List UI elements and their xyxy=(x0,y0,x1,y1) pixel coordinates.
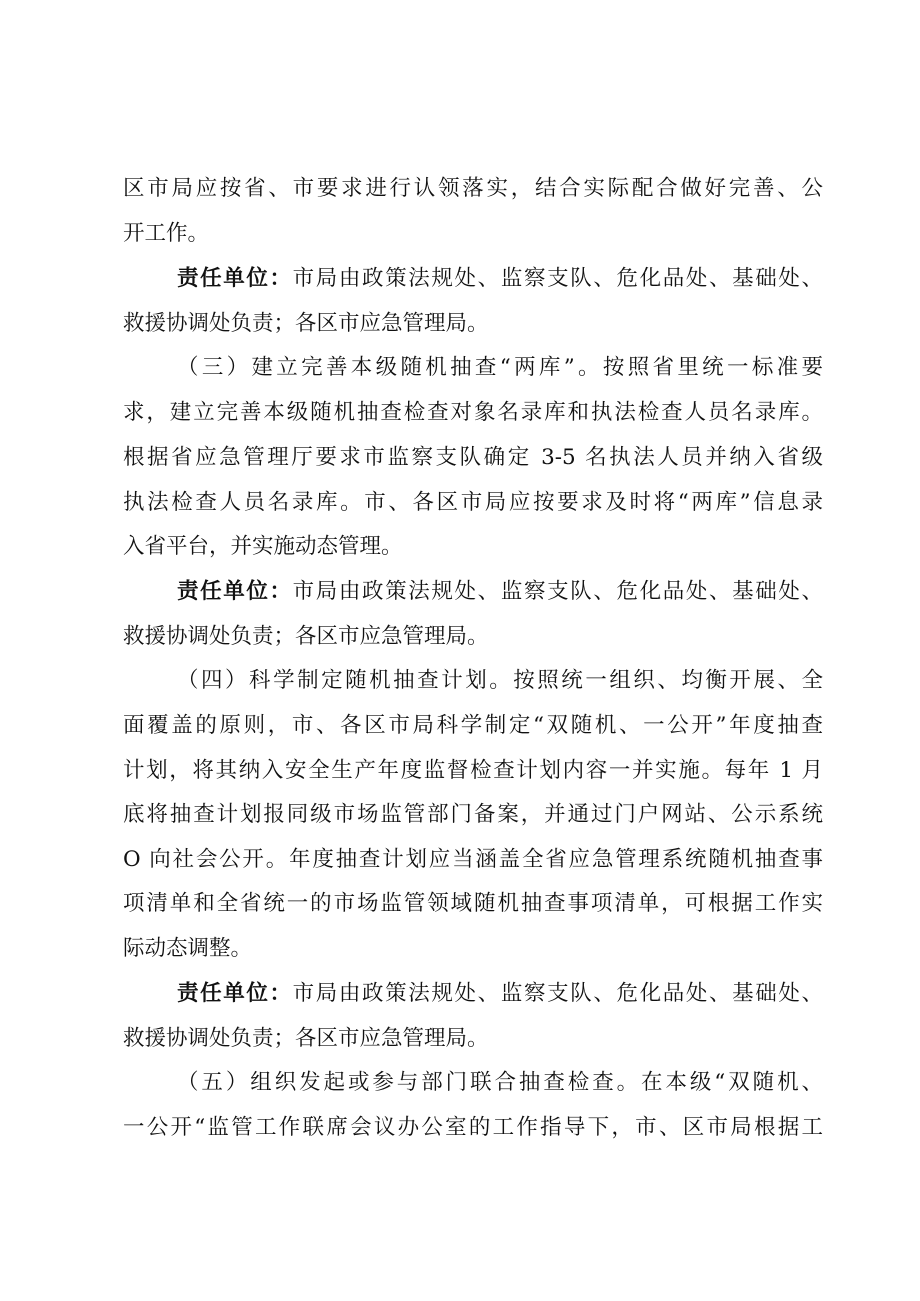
body-text-line: 求，建立完善本级随机抽查检查对象名录库和执法检查人员名录库。 xyxy=(123,400,823,425)
body-text-line: 底将抽查计划报同级市场监管部门备案，并通过门户网站、公示系统 xyxy=(123,802,823,827)
section-heading-line: （三）建立完善本级随机抽查“两库”。按照省里统一标准要 xyxy=(177,355,823,380)
responsibility-line xyxy=(177,264,823,294)
body-text-line: 执法检查人员名录库。市、各区市局应按要求及时将“两库”信息录 xyxy=(123,490,823,515)
responsibility-label: 责任单位： xyxy=(177,981,293,1006)
body-text-line: O 向社会公开。年度抽查计划应当涵盖全省应急管理系统随机抽查事 xyxy=(123,847,823,872)
section-heading-line: （五）组织发起或参与部门联合抽查检查。在本级“双随机、 xyxy=(177,1070,823,1095)
body-text-line: 救援协调处负责；各区市应急管理局。 xyxy=(123,624,489,649)
body-text-line: 面覆盖的原则，市、各区市局科学制定“双随机、一公开”年度抽查 xyxy=(123,713,823,738)
body-text-line: 计划，将其纳入安全生产年度监督检查计划内容一并实施。每年 1 月 xyxy=(123,758,823,783)
section-heading-line: （四）科学制定随机抽查计划。按照统一组织、均衡开展、全 xyxy=(177,668,823,693)
responsibility-text: 市局由政策法规处、监察支队、危化品处、基础处、 xyxy=(292,981,823,1006)
body-text-line: 项清单和全省统一的市场监管领域随机抽查事项清单，可根据工作实 xyxy=(123,891,823,916)
responsibility-text: 市局由政策法规处、监察支队、危化品处、基础处、 xyxy=(292,579,823,604)
body-text-line: 入省平台，并实施动态管理。 xyxy=(123,534,403,559)
responsibility-label: 责任单位： xyxy=(177,266,293,291)
responsibility-line xyxy=(177,979,823,1009)
body-text-line: 救援协调处负责；各区市应急管理局。 xyxy=(123,1026,489,1051)
body-text-line: 救援协调处负责；各区市应急管理局。 xyxy=(123,311,489,336)
responsibility-line xyxy=(177,577,823,607)
body-text-line: 区市局应按省、市要求进行认领落实，结合实际配合做好完善、公 xyxy=(123,176,823,201)
body-text-line: 根据省应急管理厅要求市监察支队确定 3-5 名执法人员并纳入省级 xyxy=(123,445,823,470)
body-text-line: 一公开“监管工作联席会议办公室的工作指导下，市、区市局根据工 xyxy=(123,1115,823,1140)
responsibility-label: 责任单位： xyxy=(177,579,293,604)
body-text-line: 际动态调整。 xyxy=(123,936,253,961)
responsibility-text: 市局由政策法规处、监察支队、危化品处、基础处、 xyxy=(292,266,823,291)
body-text-line: 开工作。 xyxy=(123,221,210,246)
